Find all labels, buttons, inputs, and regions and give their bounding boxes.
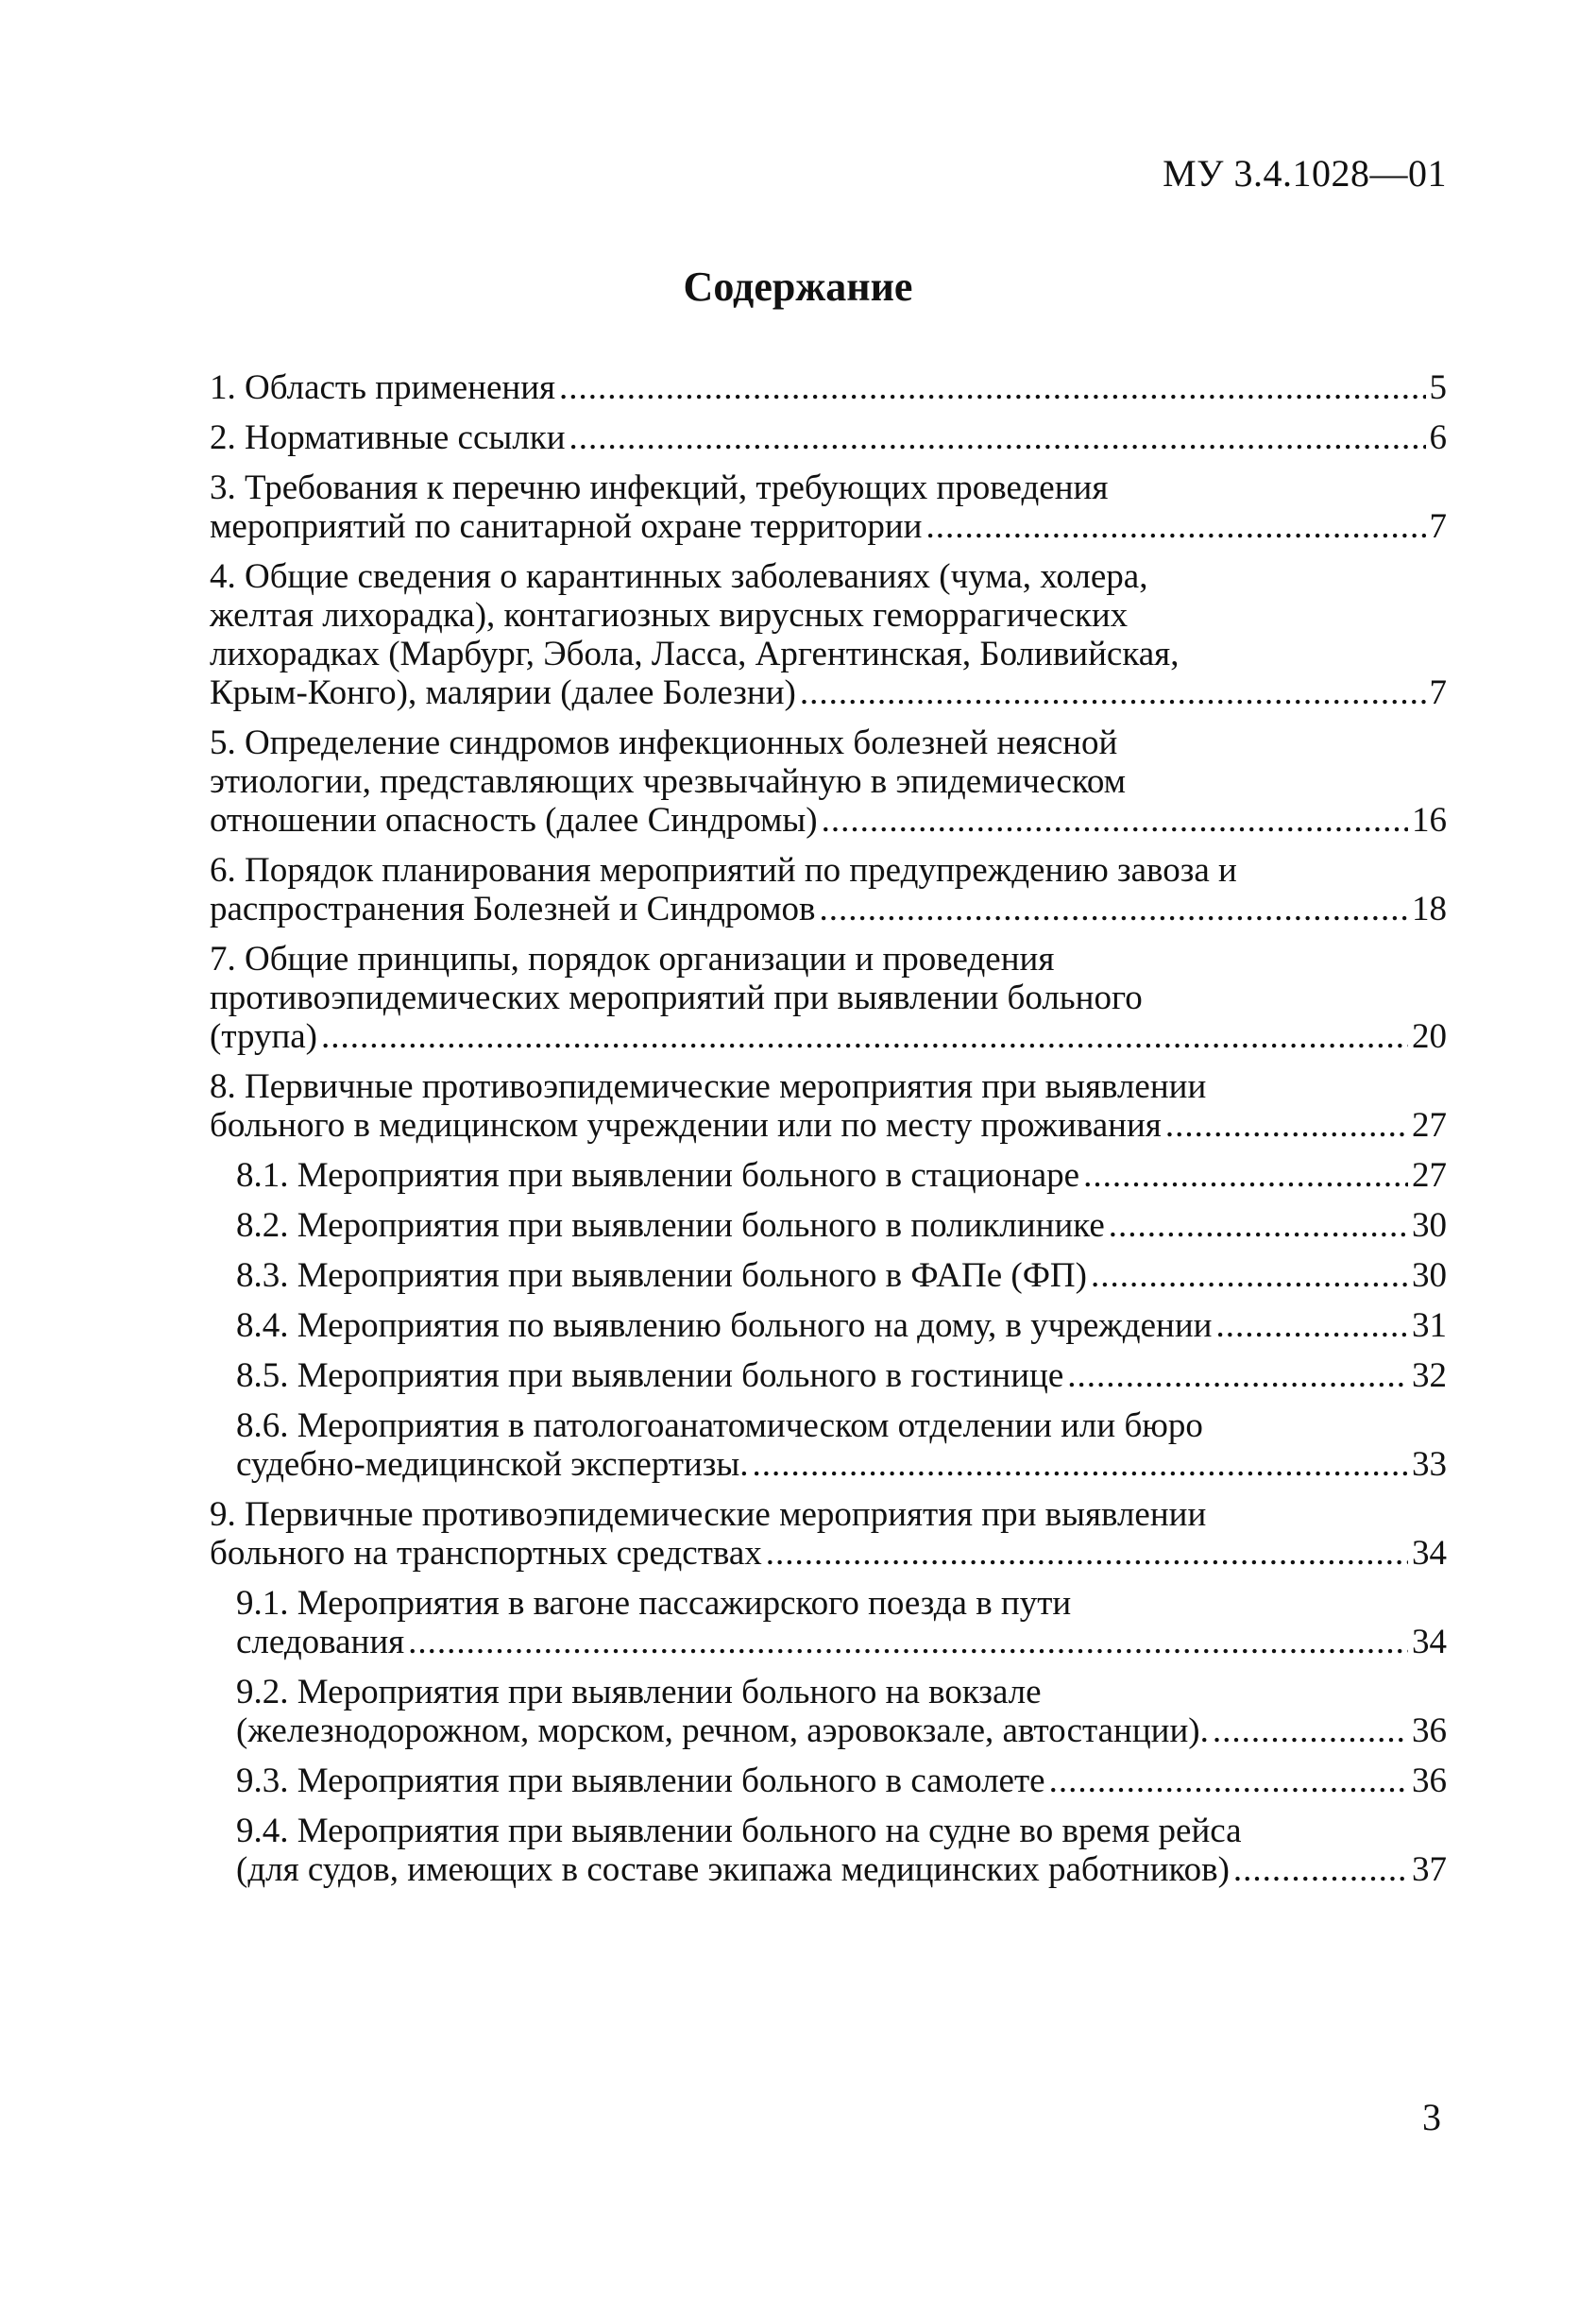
toc-entry-9-2 (210, 1673, 1447, 1750)
toc-page-number: 32 (1412, 1356, 1447, 1395)
dot-leader (321, 1017, 1408, 1056)
toc-page-number: 20 (1412, 1017, 1447, 1056)
dot-leader (766, 1534, 1408, 1573)
toc-entry-text: 2. Нормативные ссылки (210, 418, 566, 457)
toc-page-number: 34 (1412, 1623, 1447, 1661)
toc-entry-text: больного на транспортных средствах (210, 1534, 762, 1573)
toc-entry-9-1 (210, 1584, 1447, 1661)
toc-page-number: 7 (1429, 507, 1447, 546)
toc-entry-8-3 (210, 1256, 1447, 1295)
toc-entry-5 (210, 723, 1447, 840)
toc-entry-text: 9.1. Мероприятия в вагоне пассажирского поезда в пути (236, 1584, 1072, 1623)
toc-entry-text: 1. Область применения (210, 368, 556, 407)
toc-entry-text: 8.2. Мероприятия при выявлении больного в поликлинике (236, 1206, 1105, 1245)
table-of-contents (210, 368, 1447, 1900)
toc-entry-8-2 (210, 1206, 1447, 1245)
toc-entry-text: 3. Требования к перечню инфекций, требующих проведения (210, 468, 1109, 507)
toc-entry-2 (210, 418, 1447, 457)
toc-entry-text: 8.6. Мероприятия в патологоанатомическом отделении или бюро (236, 1406, 1203, 1445)
toc-entry-text: 9.2. Мероприятия при выявлении больного на вокзале (236, 1673, 1042, 1711)
toc-entry-8 (210, 1067, 1447, 1145)
toc-entry-text: 6. Порядок планирования мероприятий по предупреждению завоза и (210, 851, 1237, 890)
toc-entry-text: судебно-медицинской экспертизы. (236, 1445, 749, 1484)
toc-entry-text: (железнодорожном, морском, речном, аэровокзале, автостанции). (236, 1711, 1209, 1750)
dot-leader (1083, 1156, 1408, 1195)
dot-leader (1091, 1256, 1408, 1295)
toc-entry-text: желтая лихорадка), контагиозных вирусных геморрагических (210, 596, 1129, 635)
toc-page-number: 6 (1429, 418, 1447, 457)
toc-entry-8-1 (210, 1156, 1447, 1195)
toc-page-number: 27 (1412, 1106, 1447, 1145)
toc-entry-text: этиологии, представляющих чрезвычайную в эпидемическом (210, 762, 1127, 801)
toc-page-number: 16 (1412, 801, 1447, 840)
toc-entry-text: Крым-Конго), малярии (далее Болезни) (210, 673, 796, 712)
dot-leader (559, 368, 1425, 407)
toc-page-number: 5 (1429, 368, 1447, 407)
toc-entry-text: 9. Первичные противоэпидемические мероприятия при выявлении (210, 1495, 1207, 1534)
toc-entry-4 (210, 557, 1447, 712)
dot-leader (1109, 1206, 1408, 1245)
toc-page-number: 33 (1412, 1445, 1447, 1484)
toc-entry-7 (210, 940, 1447, 1056)
toc-entry-text: 4. Общие сведения о карантинных заболеваниях (чума, холера, (210, 557, 1148, 596)
page-number: 3 (1422, 2096, 1441, 2138)
toc-entry-9-4 (210, 1812, 1447, 1889)
toc-entry-3 (210, 468, 1447, 546)
toc-entry-1 (210, 368, 1447, 407)
toc-entry-text: 5. Определение синдромов инфекционных болезней неясной (210, 723, 1118, 762)
page-title: Содержание (683, 264, 913, 310)
document-code: МУ 3.4.1028—01 (1163, 152, 1447, 195)
toc-page-number: 36 (1412, 1762, 1447, 1800)
toc-page-number: 37 (1412, 1850, 1447, 1889)
toc-entry-text: 8.3. Мероприятия при выявлении больного в ФАПе (ФП) (236, 1256, 1087, 1295)
toc-entry-text: (для судов, имеющих в составе экипажа медицинских работников) (236, 1850, 1230, 1889)
toc-page-number: 36 (1412, 1711, 1447, 1750)
dot-leader (569, 418, 1426, 457)
toc-entry-9-3 (210, 1762, 1447, 1800)
dot-leader (925, 507, 1425, 546)
dot-leader (822, 801, 1408, 840)
toc-entry-text: 9.3. Мероприятия при выявлении больного в самолете (236, 1762, 1045, 1800)
dot-leader (1165, 1106, 1408, 1145)
toc-entry-text: мероприятий по санитарной охране территории (210, 507, 923, 546)
toc-entry-8-4 (210, 1306, 1447, 1345)
toc-entry-text: 8.4. Мероприятия по выявлению больного на дому, в учреждении (236, 1306, 1213, 1345)
toc-page-number: 34 (1412, 1534, 1447, 1573)
toc-entry-9 (210, 1495, 1447, 1573)
toc-entry-8-5 (210, 1356, 1447, 1395)
toc-page-number: 27 (1412, 1156, 1447, 1195)
dot-leader (1067, 1356, 1408, 1395)
toc-page-number: 30 (1412, 1206, 1447, 1245)
dot-leader (800, 673, 1426, 712)
dot-leader (753, 1445, 1408, 1484)
toc-page-number: 18 (1412, 890, 1447, 928)
dot-leader (1049, 1762, 1408, 1800)
dot-leader (819, 890, 1408, 928)
toc-entry-6 (210, 851, 1447, 928)
toc-entry-text: 9.4. Мероприятия при выявлении больного на судне во время рейса (236, 1812, 1242, 1850)
toc-entry-8-6 (210, 1406, 1447, 1484)
toc-entry-text: следования (236, 1623, 405, 1661)
toc-entry-text: (трупа) (210, 1017, 317, 1056)
toc-page-number: 7 (1429, 673, 1447, 712)
toc-entry-text: 8.5. Мероприятия при выявлении больного в гостинице (236, 1356, 1064, 1395)
toc-entry-text: 8.1. Мероприятия при выявлении больного в стационаре (236, 1156, 1080, 1195)
toc-entry-text: 7. Общие принципы, порядок организации и проведения (210, 940, 1055, 979)
toc-entry-text: лихорадках (Марбург, Эбола, Ласса, Аргентинская, Боливийская, (210, 635, 1180, 673)
dot-leader (1233, 1850, 1408, 1889)
toc-page-number: 30 (1412, 1256, 1447, 1295)
dot-leader (1215, 1306, 1408, 1345)
toc-page-number: 31 (1412, 1306, 1447, 1345)
dot-leader (408, 1623, 1408, 1661)
toc-entry-text: отношении опасность (далее Синдромы) (210, 801, 818, 840)
toc-entry-text: распространения Болезней и Синдромов (210, 890, 816, 928)
dot-leader (1213, 1711, 1408, 1750)
toc-entry-text: больного в медицинском учреждении или по месту проживания (210, 1106, 1162, 1145)
toc-entry-text: противоэпидемических мероприятий при выявлении больного (210, 979, 1143, 1017)
toc-entry-text: 8. Первичные противоэпидемические мероприятия при выявлении (210, 1067, 1207, 1106)
